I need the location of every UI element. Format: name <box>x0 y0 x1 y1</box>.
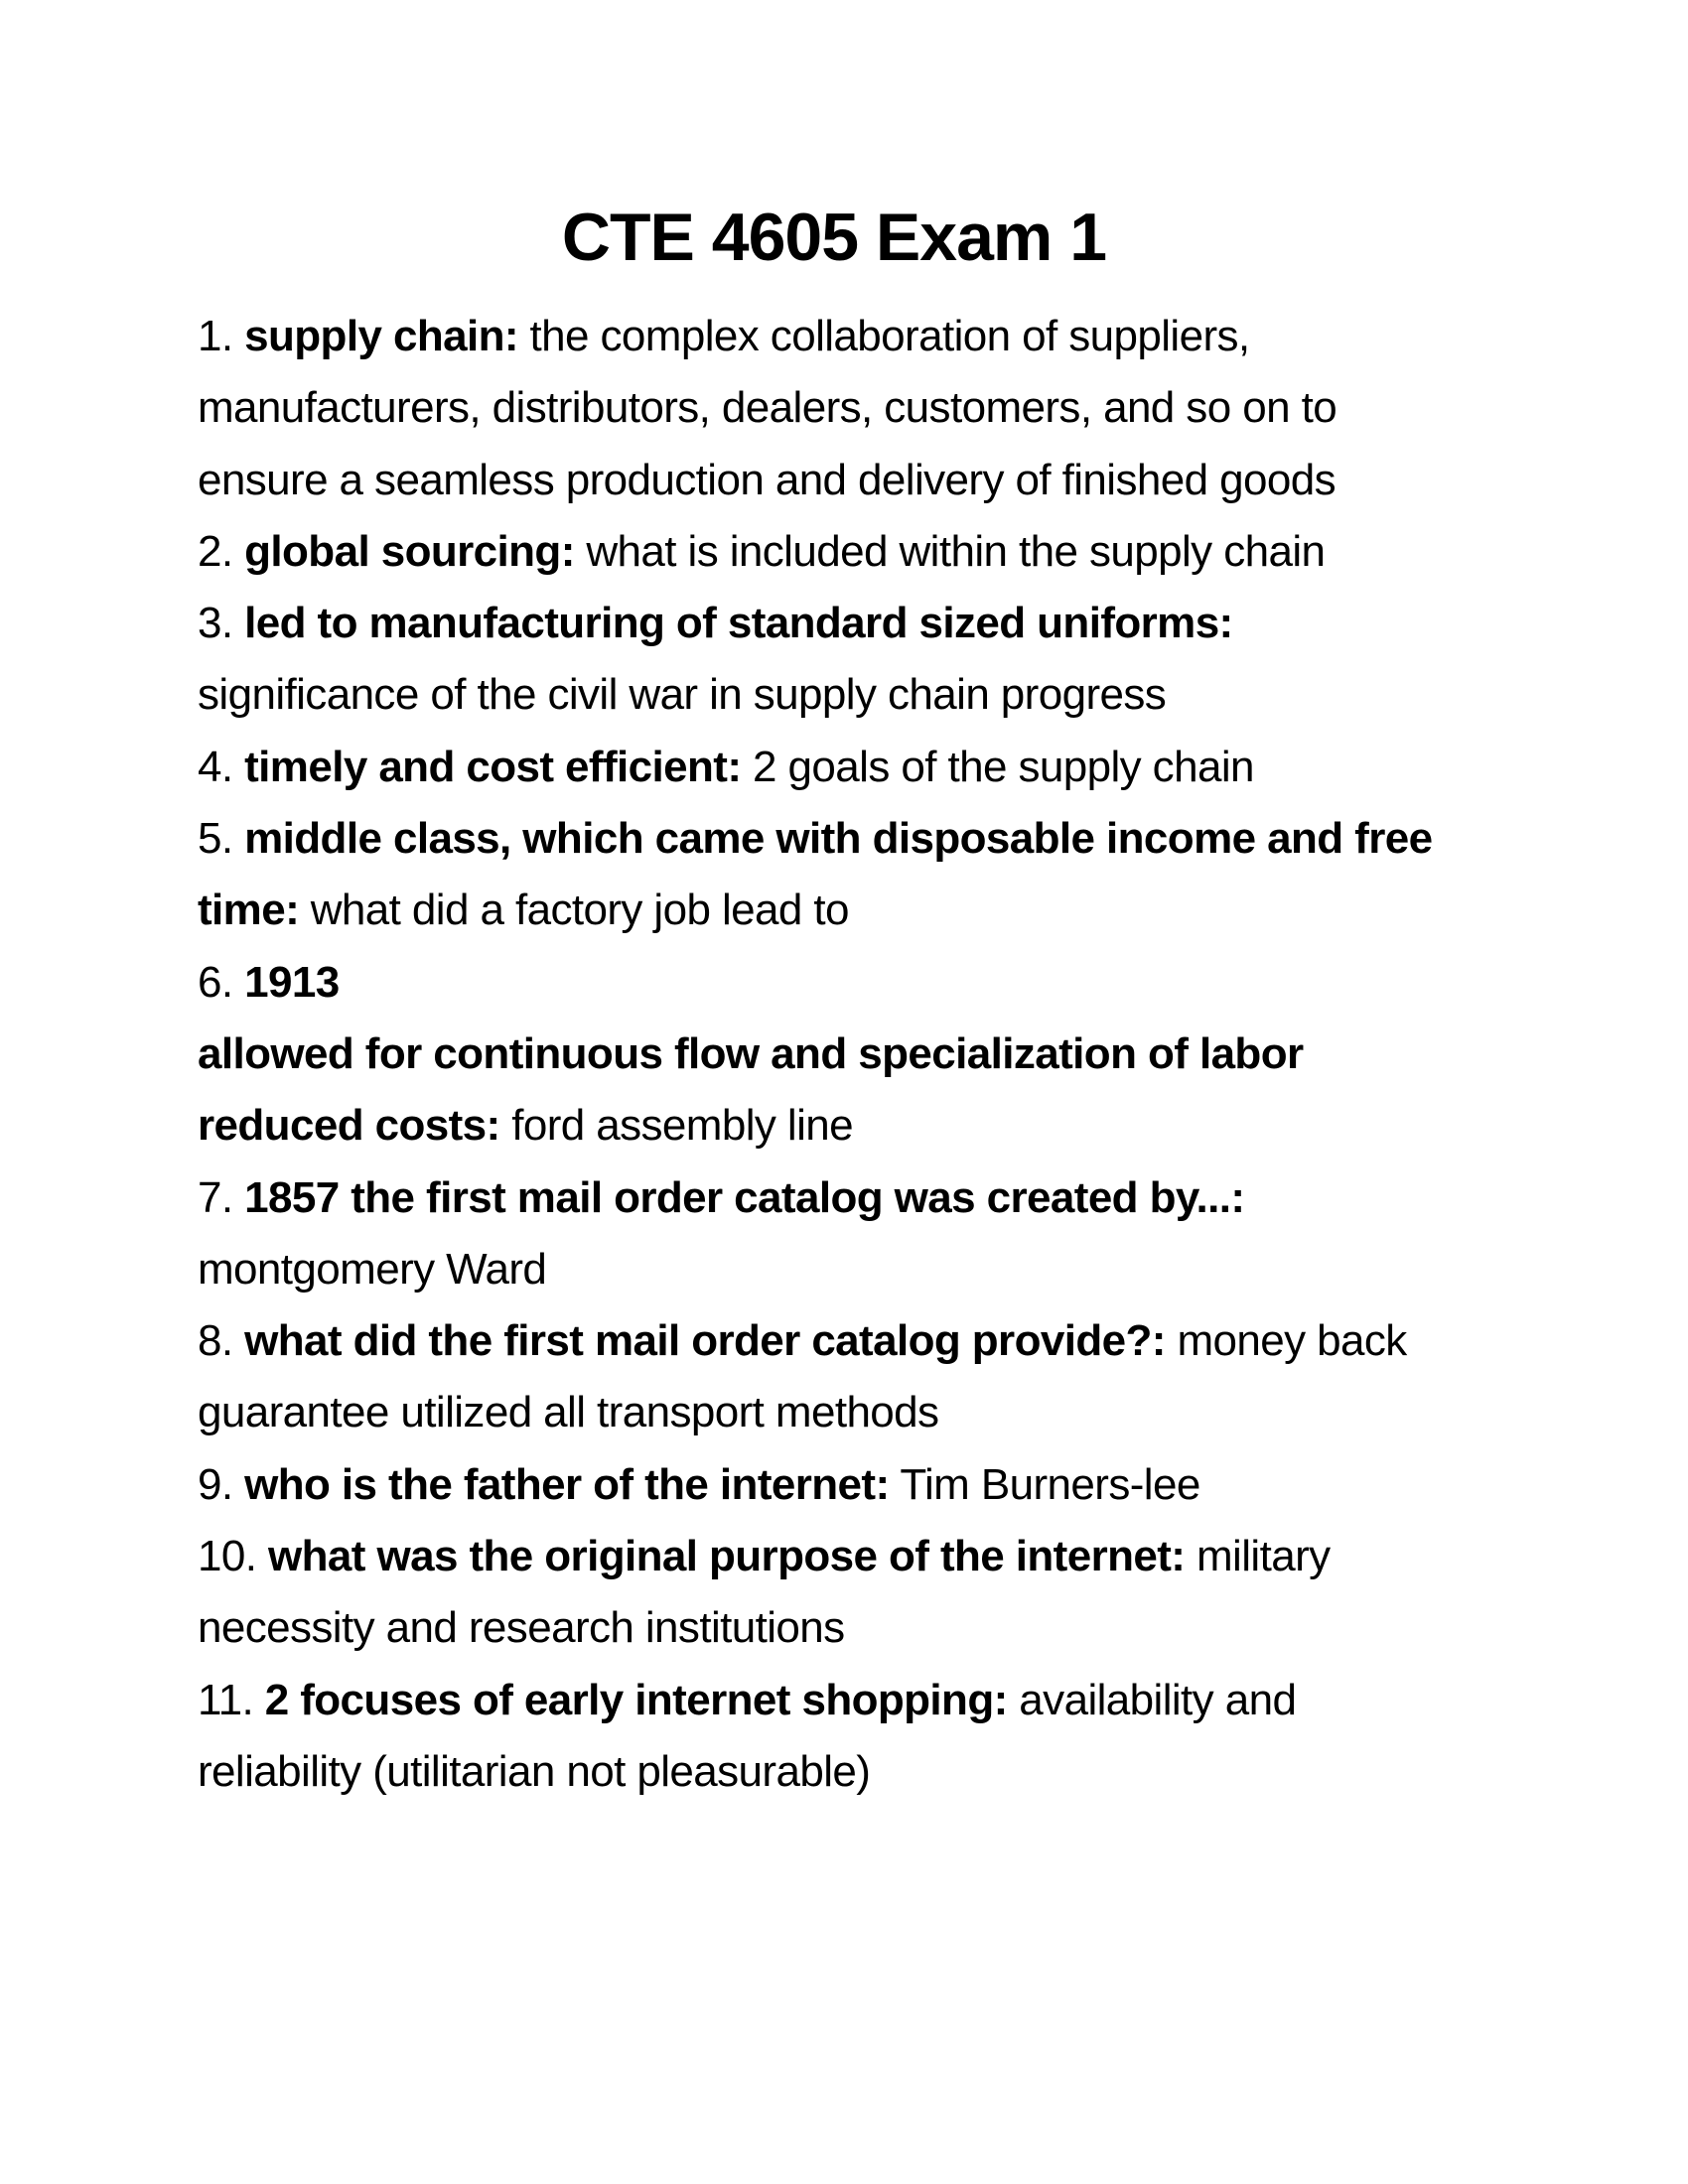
text-line <box>198 1736 1588 1808</box>
definition: significance of the civil war in supply chain progress <box>198 670 1167 720</box>
text-line <box>198 516 1588 588</box>
text-line <box>198 1090 1588 1161</box>
term: middle class, which came with disposable income and free <box>244 814 1433 864</box>
term: 1857 the first mail order catalog was created by...: <box>244 1172 1245 1222</box>
item-number: 10. <box>198 1532 268 1581</box>
term: 2 focuses of early internet shopping: <box>264 1675 1008 1724</box>
term: timely and cost efficient: <box>244 742 742 791</box>
text-line <box>198 1449 1588 1521</box>
definition: montgomery Ward <box>198 1244 547 1294</box>
definition: manufacturers, distributors, dealers, customers, and so on to <box>198 383 1337 433</box>
item-number: 6. <box>198 957 245 1007</box>
page-title: CTE 4605 Exam 1 <box>561 200 1107 275</box>
definition: necessity and research institutions <box>198 1603 845 1653</box>
item-number: 5. <box>198 814 245 864</box>
definition: availability and <box>1007 1675 1297 1724</box>
text-line <box>198 732 1588 803</box>
text-line <box>198 875 1588 946</box>
text-line <box>198 588 1588 659</box>
text-line <box>198 659 1588 731</box>
term: led to manufacturing of standard sized uniforms: <box>244 599 1233 648</box>
text-line <box>198 445 1588 516</box>
term: allowed for continuous flow and specialization of labor <box>198 1028 1304 1078</box>
definition: what is included within the supply chain <box>574 526 1326 576</box>
term: global sourcing: <box>244 526 575 576</box>
term: supply chain: <box>244 312 518 360</box>
text-line <box>198 1592 1588 1664</box>
definition: guarantee utilized all transport methods <box>198 1388 939 1437</box>
term: 1913 <box>244 957 340 1007</box>
definition: money back <box>1165 1316 1407 1366</box>
term: time: <box>198 886 300 935</box>
definition: the complex collaboration of suppliers, <box>517 312 1250 360</box>
text-line <box>198 372 1588 444</box>
item-number: 11. <box>198 1675 265 1724</box>
term: what did the first mail order catalog provide?: <box>244 1316 1166 1366</box>
definition: ford assembly line <box>499 1101 854 1151</box>
text-line <box>198 1019 1588 1090</box>
text-line <box>198 1377 1588 1448</box>
text-line <box>198 301 1588 372</box>
definition: Tim Burners-lee <box>889 1459 1200 1509</box>
definition: what did a factory job lead to <box>299 886 849 935</box>
item-number: 3. <box>198 599 245 648</box>
text-line <box>198 1521 1588 1592</box>
text-line <box>198 1305 1588 1377</box>
term: what was the original purpose of the internet: <box>268 1532 1186 1581</box>
text-line <box>198 947 1588 1019</box>
definition: ensure a seamless production and delivery of finished goods <box>198 455 1336 504</box>
definition: 2 goals of the supply chain <box>741 742 1254 791</box>
definition: military <box>1185 1532 1331 1581</box>
text-line <box>198 1162 1588 1234</box>
term: who is the father of the internet: <box>244 1459 890 1509</box>
item-number: 9. <box>198 1459 245 1509</box>
item-number: 4. <box>198 742 245 791</box>
item-number: 8. <box>198 1316 245 1366</box>
text-line <box>198 1234 1588 1305</box>
definition: reliability (utilitarian not pleasurable) <box>198 1746 871 1796</box>
item-number: 2. <box>198 526 245 576</box>
flashcard-list <box>198 301 1588 1808</box>
term: reduced costs: <box>198 1101 500 1151</box>
item-number: 1. <box>198 312 245 360</box>
text-line <box>198 803 1588 875</box>
item-number: 7. <box>198 1172 245 1222</box>
text-line <box>198 1665 1588 1736</box>
